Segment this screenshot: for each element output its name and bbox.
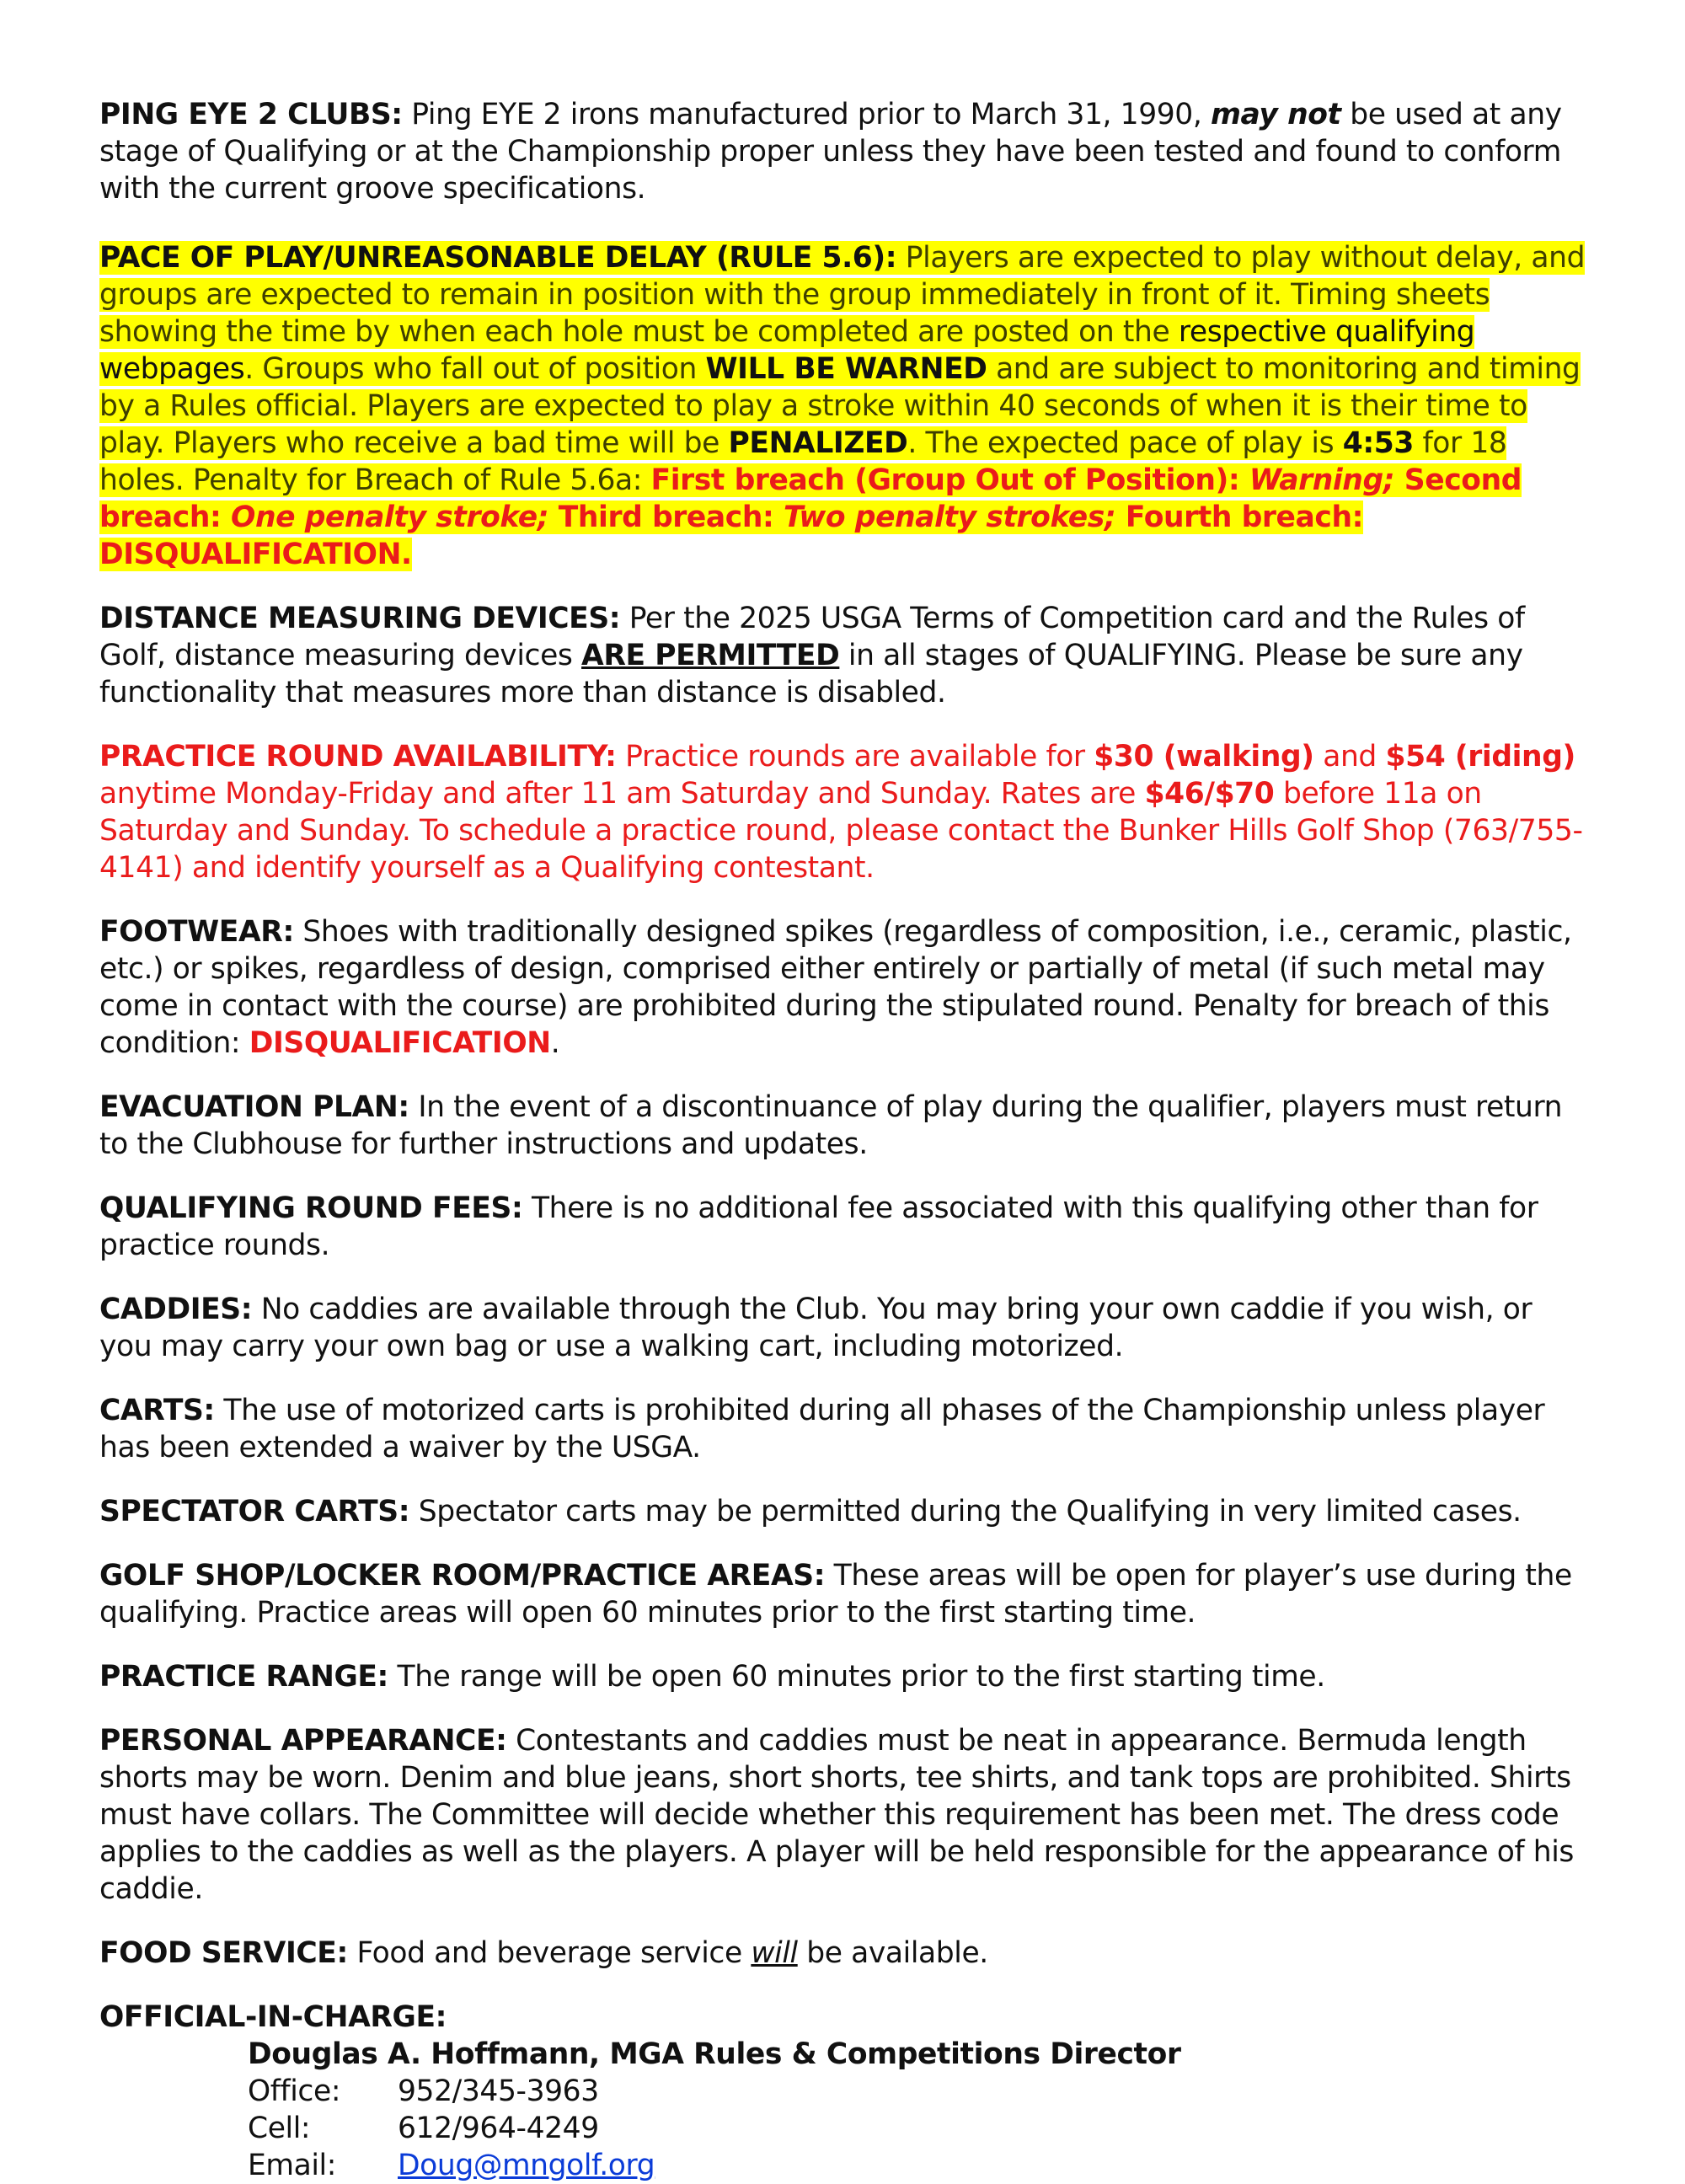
distance-devices-section: [99, 600, 1592, 711]
practice-round-section: [99, 738, 1592, 886]
footwear-section: [99, 913, 1592, 1062]
appearance-heading: PERSONAL APPEARANCE:: [99, 1724, 507, 1758]
penalized-label: PENALIZED: [728, 426, 908, 460]
evacuation-section: [99, 1089, 1592, 1163]
golf-shop-section: [99, 1557, 1592, 1631]
are-permitted: ARE PERMITTED: [581, 639, 840, 672]
footwear-disqualification: DISQUALIFICATION: [249, 1026, 551, 1060]
fees-section: [99, 1190, 1592, 1264]
third-breach-label: Third breach:: [548, 500, 784, 534]
appearance-text: Contestants and caddies must be neat in appearance. Bermuda length shorts may be worn. Denim and blue jeans, short shorts, tee shirts, and tank tops are prohibited. Shirts must have collars. The Committee will decide whether this requirement has been met. The dress code applies to the caddies as well as the players. A player will be held responsible for the appearance of his caddie.: [99, 1724, 1575, 1906]
evacuation-heading: EVACUATION PLAN:: [99, 1090, 409, 1124]
third-breach-value: Two penalty strokes;: [784, 500, 1116, 534]
pace-text-1: Players are expected to play without delay, and groups are expected to remain in position with the group immediately in front of it. Timing sheets showing the time by when each hole must be completed are posted on the: [99, 241, 1586, 349]
first-breach-value: Warning;: [1249, 463, 1395, 497]
cell-label: Cell:: [248, 2112, 311, 2145]
riding-rate: $54 (riding): [1385, 740, 1575, 774]
practice-round-heading: PRACTICE ROUND AVAILABILITY:: [99, 740, 617, 774]
weekend-rates: $46/$70: [1144, 777, 1275, 811]
practice-round-text-4: before 11a on Saturday and Sunday. To schedule a practice round, please contact the Bunker Hills Golf Shop (763/755-4141) and identify yourself as a Qualifying contestant.: [99, 777, 1583, 885]
fees-heading: QUALIFYING ROUND FEES:: [99, 1191, 523, 1225]
pace-heading: PACE OF PLAY/UNREASONABLE DELAY (RULE 5.6):: [99, 241, 897, 275]
pace-text-2: . Groups who fall out of position: [244, 352, 706, 386]
second-breach-value: One penalty stroke;: [231, 500, 549, 534]
carts-heading: CARTS:: [99, 1394, 215, 1427]
food-service-section: [99, 1935, 1592, 1972]
fourth-breach-label: Fourth breach: DISQUALIFICATION: [99, 500, 1364, 571]
carts-section: [99, 1392, 1592, 1466]
ping-eye-2-section: [99, 96, 1592, 207]
caddies-heading: CADDIES:: [99, 1293, 253, 1326]
ping-heading: PING EYE 2 CLUBS:: [99, 98, 403, 131]
will-be-warned: WILL BE WARNED: [705, 352, 987, 386]
office-phone: 952/345-3963: [398, 2074, 599, 2108]
personal-appearance-section: [99, 1722, 1592, 1908]
footwear-end: .: [550, 1026, 560, 1060]
golf-shop-text: These areas will be open for player’s use during the qualifying. Practice areas will open 60 minutes prior to the first starting time.: [99, 1559, 1572, 1630]
evacuation-text: In the event of a discontinuance of play during the qualifier, players must return to the Clubhouse for further instructions and updates.: [99, 1090, 1563, 1161]
practice-range-section: [99, 1658, 1592, 1695]
cell-row: [248, 2110, 1592, 2147]
walking-rate: $30 (walking): [1094, 740, 1314, 774]
fees-text: There is no additional fee associated with this qualifying other than for practice rounds.: [99, 1191, 1538, 1262]
spectator-carts-section: [99, 1493, 1592, 1530]
ping-text-2: be used at any stage of Qualifying or at the Championship proper unless they have been tested and found to conform with the current groove specifications.: [99, 98, 1562, 206]
official-contact-block: [248, 2036, 1592, 2184]
practice-round-text-2: and: [1313, 740, 1386, 774]
official-heading: OFFICIAL-IN-CHARGE:: [99, 2000, 447, 2034]
distance-text-2: in all stages of QUALIFYING. Please be sure any functionality that measures more than distance is disabled.: [99, 639, 1523, 709]
practice-round-text-1: Practice rounds are available for: [616, 740, 1094, 774]
first-breach-label: First breach (Group Out of Position):: [650, 463, 1249, 497]
pace-text-4: . The expected pace of play is: [907, 426, 1343, 460]
email-row: [248, 2147, 1592, 2184]
ping-emphasis: may not: [1211, 98, 1341, 131]
ping-text-1: Ping EYE 2 irons manufactured prior to March 31, 1990,: [402, 98, 1211, 131]
distance-heading: DISTANCE MEASURING DEVICES:: [99, 602, 621, 635]
caddies-text: No caddies are available through the Club. You may bring your own caddie if you wish, or you may carry your own bag or use a walking cart, including motorized.: [99, 1293, 1533, 1363]
footwear-text: Shoes with traditionally designed spikes (regardless of composition, i.e., ceramic, plastic, etc.) or spikes, regardless of design, comprised either entirely or partially of metal (if such metal may come in contact with the course) are prohibited during the stipulated round. Penalty for breach of this condition:: [99, 915, 1572, 1060]
caddies-section: [99, 1291, 1592, 1365]
email-label: Email:: [248, 2149, 336, 2182]
footwear-heading: FOOTWEAR:: [99, 915, 294, 949]
pace-of-play-section: [99, 239, 1592, 573]
pace-time: 4:53: [1342, 426, 1414, 460]
second-breach-label: Second breach:: [99, 463, 1522, 534]
practice-round-text-3: anytime Monday-Friday and after 11 am Saturday and Sunday. Rates are: [99, 777, 1145, 811]
range-heading: PRACTICE RANGE:: [99, 1660, 388, 1694]
office-label: Office:: [248, 2074, 341, 2108]
spectator-text: Spectator carts may be permitted during the Qualifying in very limited cases.: [409, 1495, 1522, 1528]
official-in-charge-section: [99, 1999, 1592, 2184]
food-heading: FOOD SERVICE:: [99, 1936, 348, 1970]
office-row: [248, 2073, 1592, 2110]
cell-phone: 612/964-4249: [398, 2112, 599, 2145]
spectator-heading: SPECTATOR CARTS:: [99, 1495, 410, 1528]
pace-highlight: [99, 241, 1585, 571]
document-page: [99, 96, 1592, 2184]
official-name: Douglas A. Hoffmann, MGA Rules & Competitions Director: [248, 2037, 1181, 2071]
pace-text-3: and are subject to monitoring and timing by a Rules official. Players are expected to play a stroke within 40 seconds of when it is their time to play. Players who receive a bad time will be: [99, 352, 1581, 460]
carts-text: The use of motorized carts is prohibited during all phases of the Championship unless player has been extended a waiver by the USGA.: [99, 1394, 1545, 1464]
timing-sheets-link[interactable]: respective qualifying webpages: [99, 315, 1475, 386]
golf-shop-heading: GOLF SHOP/LOCKER ROOM/PRACTICE AREAS:: [99, 1559, 826, 1592]
range-text: The range will be open 60 minutes prior to the first starting time.: [388, 1660, 1325, 1694]
food-text-1: Food and beverage service: [347, 1936, 752, 1970]
pace-end: .: [401, 538, 412, 571]
food-text-2: be available.: [797, 1936, 988, 1970]
distance-text-1: Per the 2025 USGA Terms of Competition card and the Rules of Golf, distance measuring devices: [99, 602, 1525, 672]
email-link[interactable]: Doug@mngolf.org: [398, 2149, 655, 2182]
food-will: will: [751, 1936, 798, 1970]
pace-text-5: for 18 holes. Penalty for Breach of Rule 5.6a:: [99, 426, 1507, 497]
